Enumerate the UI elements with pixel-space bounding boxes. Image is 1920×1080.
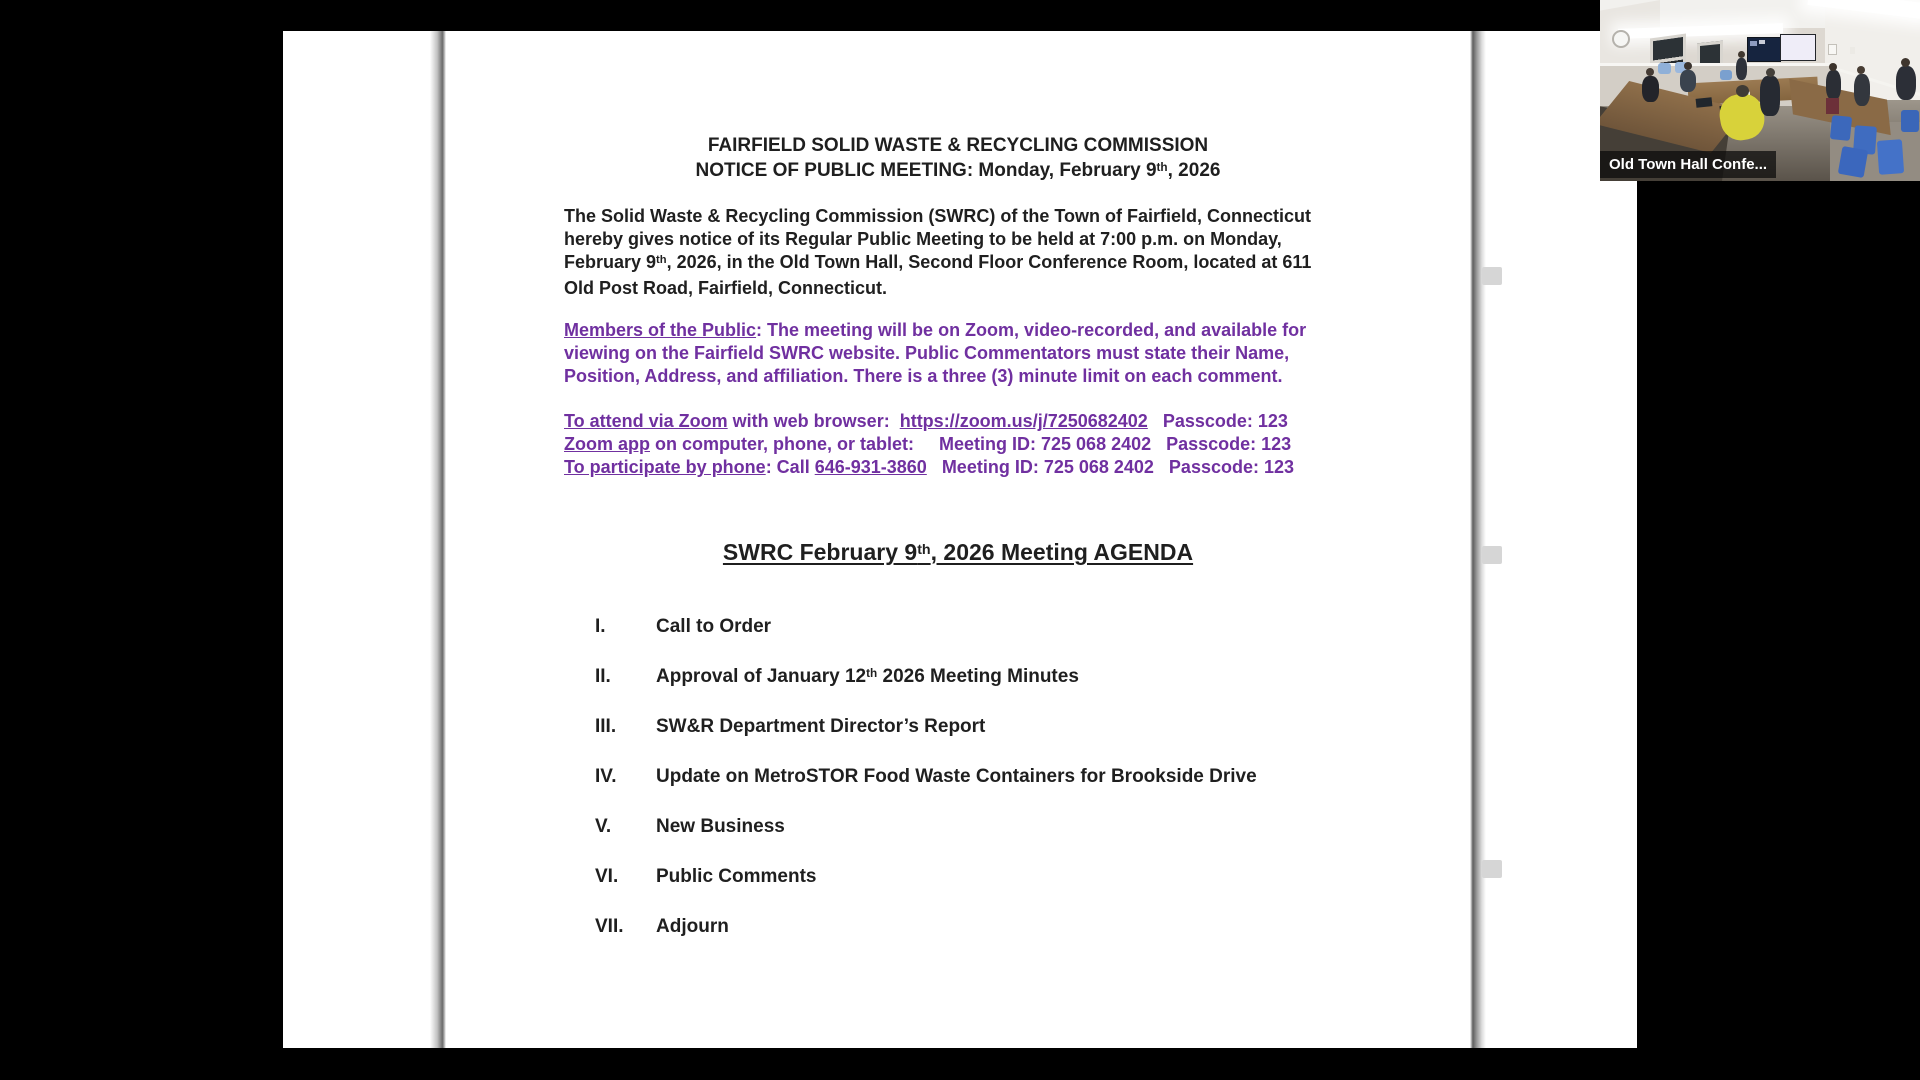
- agenda-item-numeral: V.: [595, 816, 612, 837]
- text-line: [564, 277, 1311, 300]
- text-line: [564, 205, 1311, 228]
- text-run: February 9: [564, 252, 657, 272]
- text-run: Call to Order: [656, 616, 772, 637]
- text-line: [564, 319, 1306, 342]
- text-run: : The meeting will be on Zoom, video-recorded, and available for: [756, 320, 1307, 340]
- person-head: [1684, 62, 1692, 70]
- underlined-text: To attend via Zoom: [564, 411, 728, 431]
- agenda-item-numeral: VII.: [595, 916, 624, 937]
- document-title: [446, 133, 1470, 185]
- agenda-list: [446, 615, 1470, 965]
- text-run: Old Post Road, Fairfield, Connecticut.: [564, 278, 888, 298]
- agenda-item: [446, 765, 1470, 789]
- agenda-item-numeral: IV.: [595, 766, 617, 787]
- video-tile: [1750, 41, 1757, 46]
- agenda-item: [446, 665, 1470, 689]
- members-of-public-paragraph: [564, 319, 1306, 388]
- person: [1642, 76, 1659, 102]
- text-run: Public Comments: [656, 866, 817, 887]
- notice-paragraph: [564, 205, 1311, 300]
- participant-name: Old Town Hall Confe...: [1609, 156, 1768, 173]
- text-run: Meeting ID: 725 068 2402 Passcode: 123: [926, 457, 1295, 477]
- text-run: FAIRFIELD SOLID WASTE & RECYCLING COMMISSION: [707, 135, 1209, 156]
- text-line: [446, 158, 1470, 185]
- agenda-item: [446, 815, 1470, 839]
- text-run: th: [1156, 160, 1168, 174]
- agenda-item-label: [656, 765, 1257, 789]
- zoom-access-info: [564, 410, 1294, 479]
- text-run: th: [866, 666, 878, 680]
- text-run: on computer, phone, or tablet: Meeting ID: 725 068 2402 Passcode: 123: [650, 434, 1292, 454]
- agenda-heading: [446, 537, 1470, 571]
- chair: [1830, 115, 1852, 141]
- text-line: [446, 133, 1470, 158]
- text-line: [564, 456, 1294, 479]
- text-line: [564, 228, 1311, 251]
- person: [1826, 70, 1841, 100]
- person: [1760, 76, 1780, 116]
- text-run: : Call: [765, 457, 815, 477]
- text-run: , 2026: [1167, 160, 1221, 181]
- light-switch: [1850, 47, 1855, 54]
- underlined-text: To participate by phone: [564, 457, 766, 477]
- person-head: [1857, 66, 1865, 74]
- person-head: [1766, 68, 1775, 77]
- agenda-item: [446, 915, 1470, 939]
- text-run: SW&R Department Director’s Report: [656, 716, 986, 737]
- agenda-item: [446, 865, 1470, 889]
- video-participant-name-label: [1600, 151, 1776, 178]
- page-right-edge: [1470, 31, 1486, 1048]
- person-head: [1646, 68, 1654, 76]
- person-head: [1829, 63, 1837, 71]
- text-line: [564, 410, 1294, 433]
- text-run: viewing on the Fairfield SWRC website. Public Commentators must state their Name,: [564, 343, 1290, 363]
- text-run: , 2026 Meeting AGENDA: [930, 539, 1194, 565]
- page-edge-marker: [1482, 546, 1502, 564]
- underlined-text: Members of the Public: [564, 320, 757, 340]
- underlined-text: https://zoom.us/j/7250682402: [899, 411, 1148, 431]
- text-run: New Business: [656, 816, 785, 837]
- page-left-edge: [430, 31, 446, 1048]
- text-run: Position, Address, and affiliation. There is a three (3) minute limit on each comment.: [564, 366, 1283, 386]
- chair: [1838, 146, 1868, 178]
- person-head: [1901, 58, 1910, 67]
- text-run: Approval of January 12: [656, 666, 867, 687]
- text-run: Adjourn: [656, 916, 729, 937]
- agenda-item-label: [656, 715, 985, 739]
- text-line: [564, 342, 1306, 365]
- wall-display-shared-doc: [1780, 34, 1816, 61]
- chair: [1901, 110, 1919, 132]
- agenda-item-label: [656, 665, 1079, 689]
- agenda-item-label: [656, 915, 729, 939]
- agenda-item-label: [656, 865, 816, 889]
- underlined-text: Zoom app: [564, 434, 650, 454]
- chair: [1877, 139, 1904, 175]
- person: [1680, 70, 1696, 92]
- agenda-item-numeral: I.: [595, 616, 606, 637]
- agenda-item-label: [656, 615, 771, 639]
- text-run: Update on MetroSTOR Food Waste Containers for Brookside Drive: [656, 766, 1257, 787]
- text-run: The Solid Waste & Recycling Commission (SWRC) of the Town of Fairfield, Connecticut: [564, 206, 1312, 226]
- text-run: NOTICE OF PUBLIC MEETING: Monday, February 9: [695, 160, 1157, 181]
- light-switch: [1828, 44, 1837, 55]
- person-head: [1736, 85, 1749, 97]
- text-run: with web browser:: [727, 411, 900, 431]
- chair: [1720, 70, 1732, 80]
- person-legs: [1826, 98, 1839, 114]
- text-run: Passcode: 123: [1147, 411, 1288, 431]
- conference-room-video-thumbnail[interactable]: [1600, 0, 1920, 181]
- document-page: [446, 31, 1470, 1048]
- text-run: th: [656, 253, 667, 266]
- text-run: SWRC February 9: [722, 539, 918, 565]
- text-line: [564, 251, 1311, 277]
- text-line: [564, 433, 1294, 456]
- page-edge-marker: [1482, 860, 1502, 878]
- chair: [1658, 63, 1671, 74]
- agenda-item-label: [656, 815, 785, 839]
- agenda-item: [446, 615, 1470, 639]
- person: [1854, 74, 1870, 106]
- person: [1896, 66, 1916, 100]
- person-head: [1738, 51, 1745, 58]
- underlined-text: 646-931-3860: [814, 457, 927, 477]
- text-run: th: [917, 541, 931, 558]
- laptop: [1696, 97, 1713, 108]
- wall-clock: [1612, 30, 1630, 48]
- text-run: 2026 Meeting Minutes: [877, 666, 1079, 687]
- video-tile: [1759, 40, 1765, 44]
- agenda-item-numeral: VI.: [595, 866, 619, 887]
- text-run: hereby gives notice of its Regular Public Meeting to be held at 7:00 p.m. on Monday,: [564, 229, 1282, 249]
- agenda-item: [446, 715, 1470, 739]
- text-run: , 2026, in the Old Town Hall, Second Floor Conference Room, located at 611: [666, 252, 1312, 272]
- person: [1736, 58, 1747, 80]
- agenda-item-numeral: III.: [595, 716, 617, 737]
- agenda-item-numeral: II.: [595, 666, 611, 687]
- page-edge-marker: [1482, 267, 1502, 285]
- text-line: [564, 365, 1306, 388]
